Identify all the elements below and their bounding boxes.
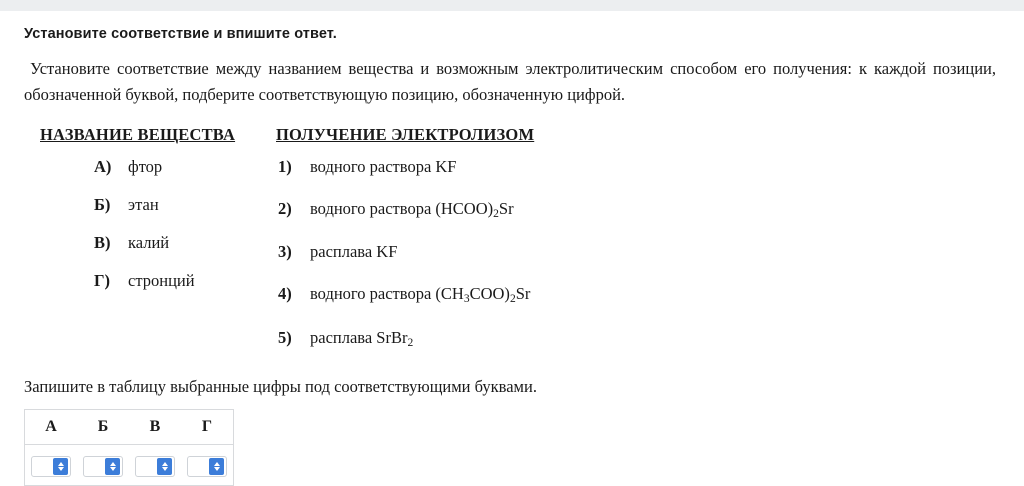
column-header-substance: НАЗВАНИЕ ВЕЩЕСТВА xyxy=(40,125,236,145)
item-label: стронций xyxy=(128,271,195,291)
method-list xyxy=(276,157,1000,371)
table-header-cell: Г xyxy=(181,409,234,444)
answer-stepper-v[interactable] xyxy=(135,456,175,477)
item-key: 4) xyxy=(278,284,292,304)
stepper-arrows-icon[interactable] xyxy=(53,458,68,475)
answer-cell-b xyxy=(77,444,129,485)
list-item xyxy=(94,271,276,291)
answer-table xyxy=(24,409,234,486)
list-item xyxy=(94,157,276,177)
list-item xyxy=(278,157,1000,177)
column-header-method: ПОЛУЧЕНИЕ ЭЛЕКТРОЛИЗОМ xyxy=(276,125,535,145)
item-label: расплава SrBr$_2$ xyxy=(310,327,414,349)
item-key: 3) xyxy=(278,242,292,262)
list-item xyxy=(278,242,1000,262)
task-page xyxy=(0,26,1024,486)
matching-lists xyxy=(24,157,1000,371)
top-strip xyxy=(0,0,1024,11)
table-header-row xyxy=(25,409,234,444)
answer-instruction: Запишите в таблицу выбранные цифры под соответствующими буквами. xyxy=(24,376,537,396)
item-label: водного раствора $(CH_3COO)_2Sr$ xyxy=(310,284,531,306)
stepper-arrows-icon[interactable] xyxy=(105,458,120,475)
item-key: 1) xyxy=(278,157,292,177)
item-key: 5) xyxy=(278,327,292,347)
item-label: фтор xyxy=(128,157,163,177)
item-key: Б) xyxy=(94,195,111,215)
item-key: А) xyxy=(94,157,112,177)
stepper-arrows-icon[interactable] xyxy=(157,458,172,475)
item-label: расплава KF xyxy=(310,242,398,262)
stepper-arrows-icon[interactable] xyxy=(209,458,224,475)
column-headers xyxy=(24,125,1000,145)
table-header-cell: В xyxy=(129,409,181,444)
page-title: Установите соответствие и впишите ответ. xyxy=(24,26,337,42)
list-item xyxy=(278,199,1000,220)
answer-stepper-g[interactable] xyxy=(187,456,227,477)
answer-stepper-b[interactable] xyxy=(83,456,123,477)
item-key: Г) xyxy=(94,271,110,291)
substance-list xyxy=(24,157,276,371)
list-item xyxy=(94,233,276,253)
item-label: водного раствора KF xyxy=(310,157,457,177)
table-header-cell: А xyxy=(25,409,78,444)
answer-cell-a xyxy=(25,444,78,485)
item-key: В) xyxy=(94,233,111,253)
answer-cell-v xyxy=(129,444,181,485)
item-label: этан xyxy=(128,195,159,215)
item-label: водного раствора $(HCOO)_2Sr$ xyxy=(310,199,514,221)
task-intro: Установите соответствие между названием вещества и возможным электролитическим способом его получения: к каждой позиции, обозначенной буквой, подберите соответствующую позицию, обозначенную цифрой. xyxy=(24,59,996,104)
list-item xyxy=(94,195,276,215)
list-item xyxy=(278,328,1000,349)
answer-stepper-a[interactable] xyxy=(31,456,71,477)
list-item xyxy=(278,284,1000,305)
item-key: 2) xyxy=(278,199,292,219)
table-row xyxy=(25,444,234,485)
answer-cell-g xyxy=(181,444,234,485)
item-label: калий xyxy=(128,233,170,253)
table-header-cell: Б xyxy=(77,409,129,444)
